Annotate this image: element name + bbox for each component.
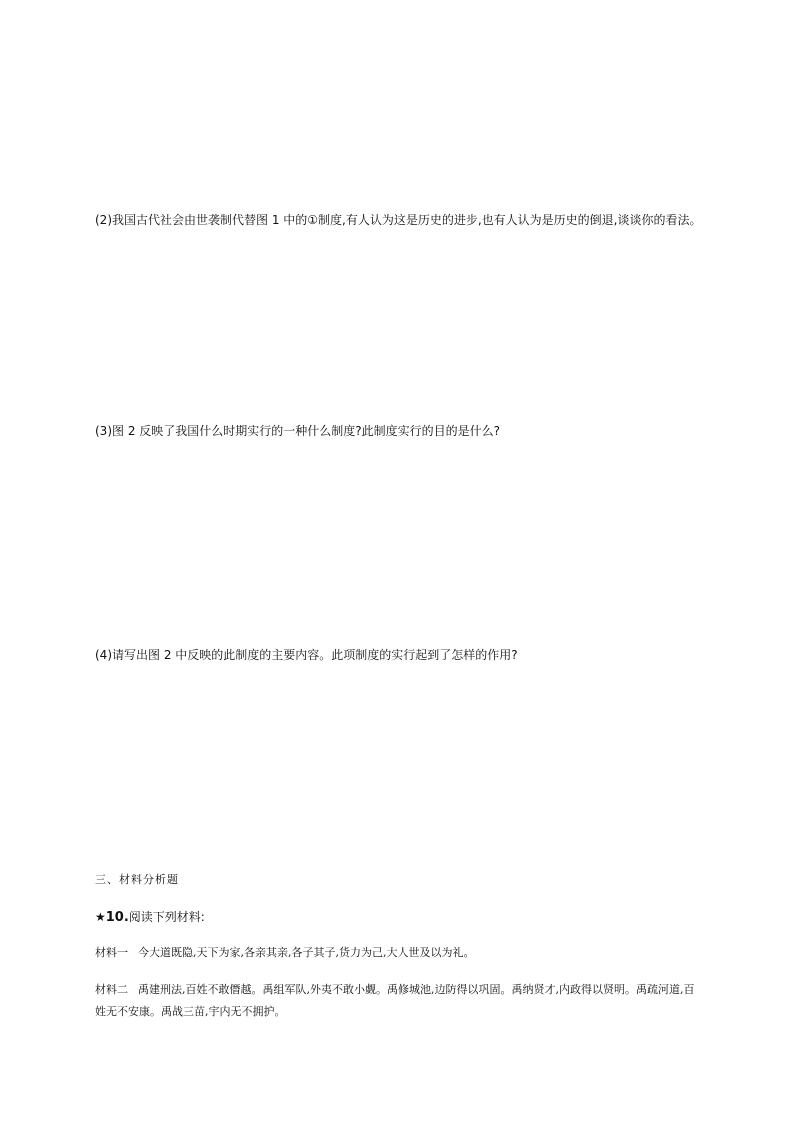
material-1-text: 今大道既隐,天下为家,各亲其亲,各子其子,货力为己,大人世及以为礼。 bbox=[138, 946, 475, 959]
material-2 bbox=[95, 979, 705, 1023]
material-1 bbox=[95, 942, 705, 964]
question-4-text: (4)请写出图 2 中反映的此制度的主要内容。此项制度的实行起到了怎样的作用? bbox=[95, 648, 518, 662]
material-1-label: 材料一 bbox=[95, 946, 128, 959]
star-icon: ★ bbox=[95, 910, 106, 924]
question-2-text: (2)我国古代社会由世袭制代替图 1 中的①制度,有人认为这是历史的进步,也有人认为是历史的倒退,谈谈你的看法。 bbox=[95, 213, 702, 227]
section-3-heading: 三、材料分析题 bbox=[95, 873, 179, 886]
material-2-text: 禹建刑法,百姓不敢僭越。禹组军队,外夷不敢小觑。禹修城池,边防得以巩固。禹纳贤才,内政得以贤明。禹疏河道,百姓无不安康。禹战三苗,宇内无不拥护。 bbox=[95, 983, 695, 1018]
question-10-number: 10. bbox=[105, 910, 129, 925]
material-2-label: 材料二 bbox=[95, 983, 128, 996]
question-10 bbox=[95, 906, 705, 929]
question-10-prompt: 阅读下列材料: bbox=[128, 910, 205, 924]
question-3-text: (3)图 2 反映了我国什么时期实行的一种什么制度?此制度实行的目的是什么? bbox=[95, 424, 501, 438]
